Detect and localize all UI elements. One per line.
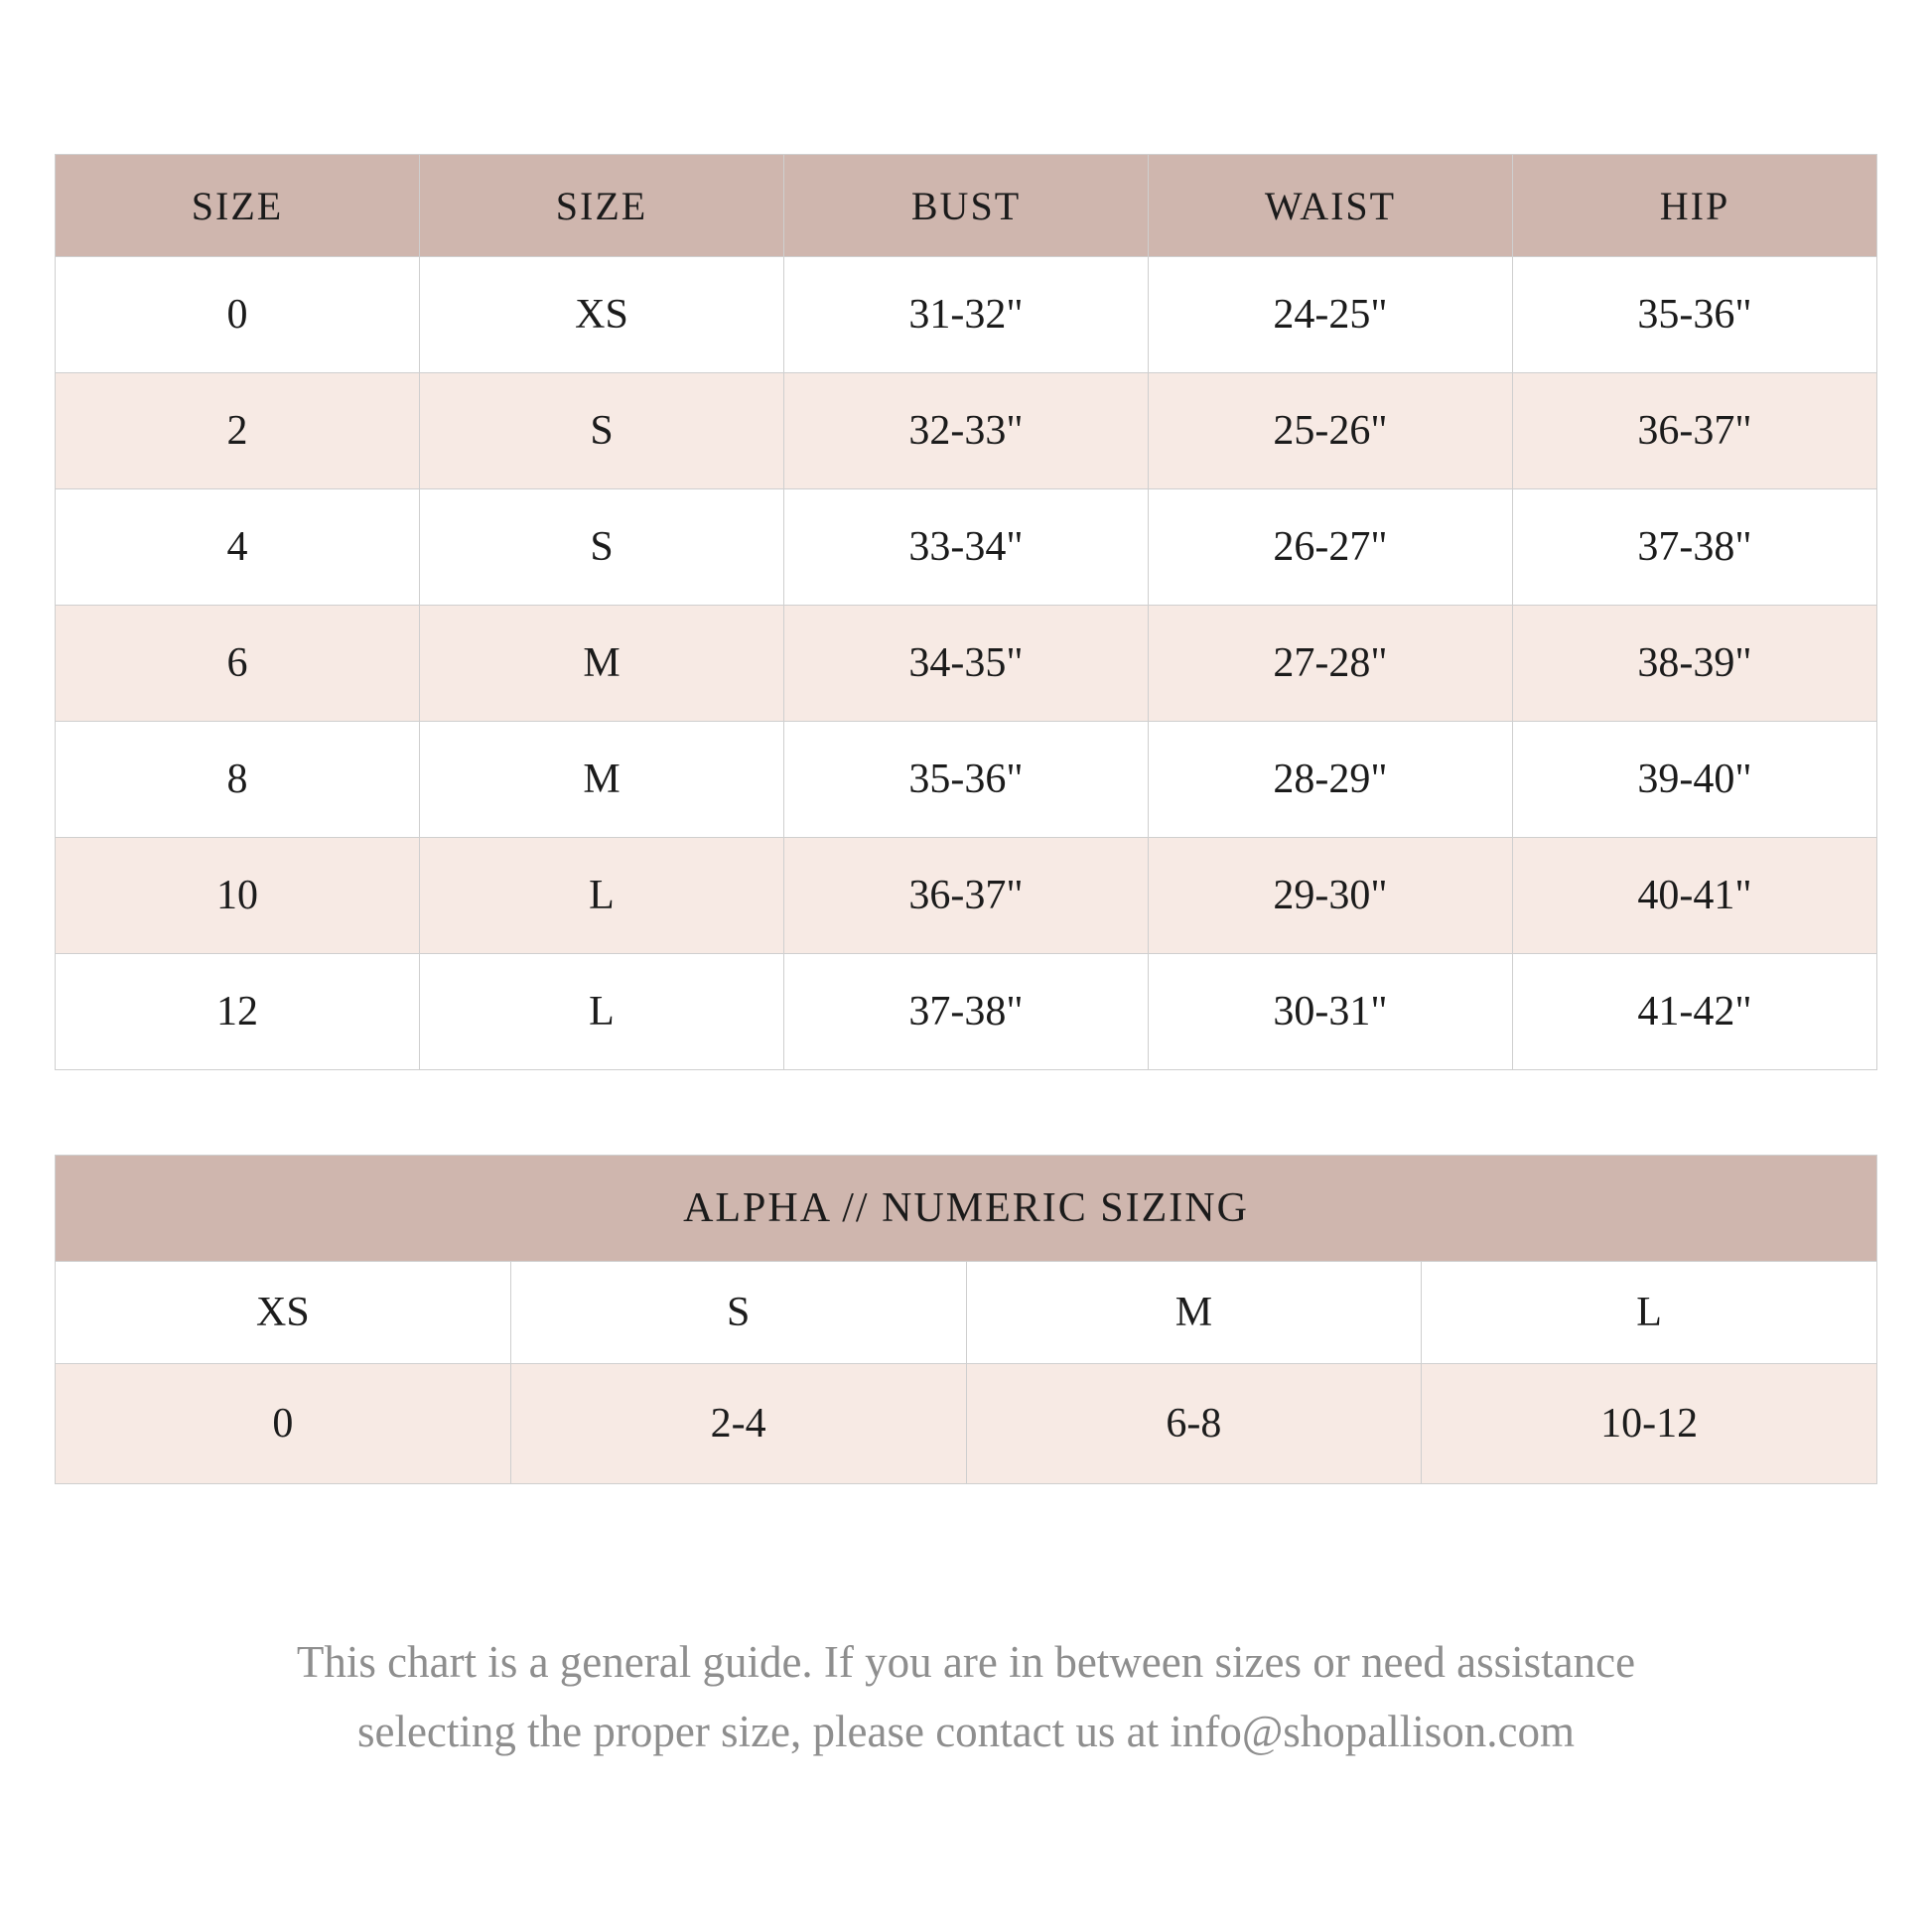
alpha-label-s: S [510, 1262, 966, 1364]
cell-waist: 27-28" [1149, 606, 1513, 722]
disclaimer-line-2: selecting the proper size, please contact us at info@shopallison.com [356, 1706, 1576, 1756]
cell-size-numeric: 2 [56, 373, 420, 489]
cell-bust: 36-37" [784, 838, 1149, 954]
cell-waist: 29-30" [1149, 838, 1513, 954]
cell-bust: 33-34" [784, 489, 1149, 606]
cell-bust: 35-36" [784, 722, 1149, 838]
cell-hip: 35-36" [1513, 257, 1877, 373]
alpha-title-row [56, 1156, 1877, 1262]
table-row [56, 373, 1877, 489]
cell-size-numeric: 4 [56, 489, 420, 606]
column-header-waist: WAIST [1149, 155, 1513, 257]
cell-bust: 31-32" [784, 257, 1149, 373]
cell-size-alpha: L [420, 838, 784, 954]
cell-size-alpha: XS [420, 257, 784, 373]
cell-hip: 39-40" [1513, 722, 1877, 838]
numeric-value-l: 10-12 [1422, 1364, 1877, 1484]
cell-size-numeric: 8 [56, 722, 420, 838]
cell-size-numeric: 6 [56, 606, 420, 722]
table-row [56, 489, 1877, 606]
cell-hip: 38-39" [1513, 606, 1877, 722]
cell-bust: 34-35" [784, 606, 1149, 722]
table-row [56, 722, 1877, 838]
column-header-size-numeric: SIZE [56, 155, 420, 257]
column-header-size-alpha: SIZE [420, 155, 784, 257]
cell-size-numeric: 0 [56, 257, 420, 373]
cell-waist: 24-25" [1149, 257, 1513, 373]
table-row [56, 838, 1877, 954]
cell-hip: 36-37" [1513, 373, 1877, 489]
measurements-table-body [56, 257, 1877, 1070]
alpha-label-xs: XS [56, 1262, 511, 1364]
alpha-table-title: ALPHA // NUMERIC SIZING [56, 1156, 1877, 1262]
table-row [56, 954, 1877, 1070]
cell-size-alpha: M [420, 722, 784, 838]
table-row [56, 606, 1877, 722]
measurements-table-head [56, 155, 1877, 257]
cell-hip: 37-38" [1513, 489, 1877, 606]
measurements-table [55, 154, 1877, 1070]
numeric-value-s: 2-4 [510, 1364, 966, 1484]
alpha-label-m: M [966, 1262, 1422, 1364]
cell-bust: 32-33" [784, 373, 1149, 489]
numeric-value-m: 6-8 [966, 1364, 1422, 1484]
column-header-bust: BUST [784, 155, 1149, 257]
cell-waist: 28-29" [1149, 722, 1513, 838]
table-header-row [56, 155, 1877, 257]
cell-hip: 40-41" [1513, 838, 1877, 954]
alpha-numeric-table-body [56, 1156, 1877, 1484]
alpha-label-l: L [1422, 1262, 1877, 1364]
alpha-labels-row [56, 1262, 1877, 1364]
disclaimer-line-1: This chart is a general guide. If you are in between sizes or need assistance [296, 1637, 1636, 1687]
table-gap [55, 1070, 1877, 1155]
numeric-values-row [56, 1364, 1877, 1484]
cell-size-numeric: 12 [56, 954, 420, 1070]
numeric-value-xs: 0 [56, 1364, 511, 1484]
alpha-numeric-table [55, 1155, 1877, 1484]
cell-size-alpha: S [420, 373, 784, 489]
cell-waist: 30-31" [1149, 954, 1513, 1070]
table-row [56, 257, 1877, 373]
cell-size-alpha: L [420, 954, 784, 1070]
cell-bust: 37-38" [784, 954, 1149, 1070]
cell-hip: 41-42" [1513, 954, 1877, 1070]
disclaimer-note [55, 1628, 1877, 1767]
column-header-hip: HIP [1513, 155, 1877, 257]
cell-size-alpha: S [420, 489, 784, 606]
cell-waist: 26-27" [1149, 489, 1513, 606]
cell-size-alpha: M [420, 606, 784, 722]
cell-size-numeric: 10 [56, 838, 420, 954]
cell-waist: 25-26" [1149, 373, 1513, 489]
